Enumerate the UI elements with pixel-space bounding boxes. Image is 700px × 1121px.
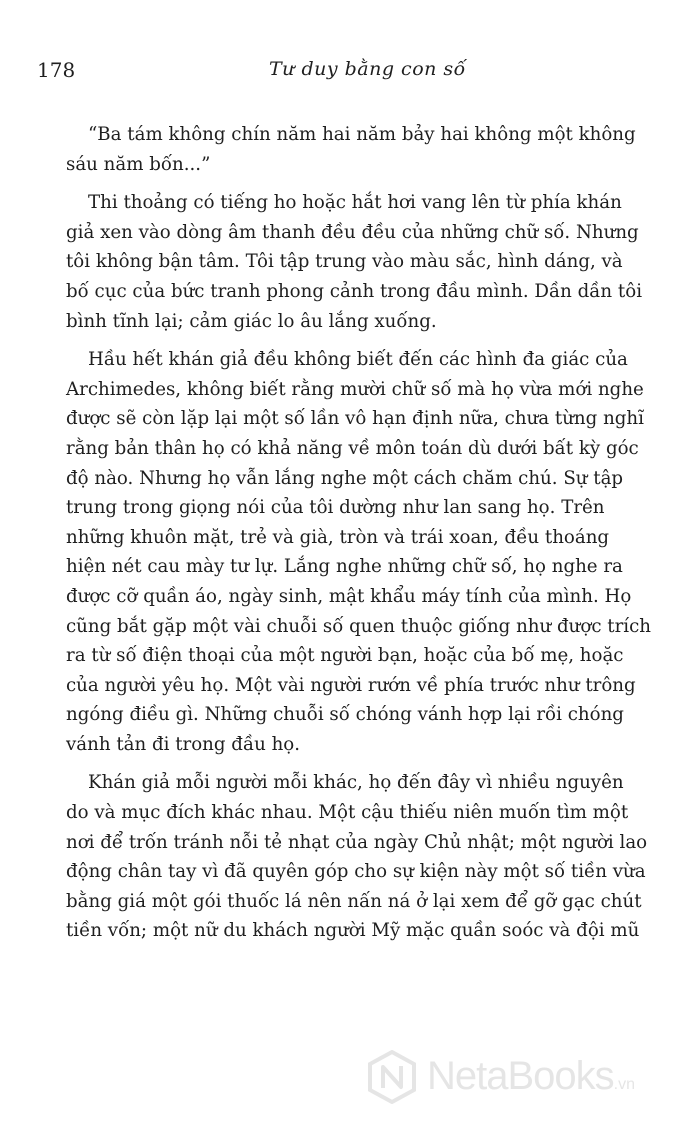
- text-line: trung trong giọng nói của tôi dường như lan sang họ. Trên: [66, 497, 605, 519]
- watermark-text: [427, 1054, 635, 1099]
- netabooks-logo-icon: [365, 1050, 419, 1104]
- watermark-domain: .vn: [613, 1076, 636, 1093]
- text-line: vánh tản đi trong đầu họ.: [66, 733, 301, 755]
- text-line: hiện nét cau mày tư lự. Lắng nghe những chữ số, họ nghe ra: [66, 556, 623, 578]
- text-line: bố cục của bức tranh phong cảnh trong đầu mình. Dần dần tôi: [66, 280, 643, 302]
- text-line: cũng bắt gặp một vài chuỗi số quen thuộc giống như được trích: [66, 615, 652, 637]
- paragraph-3: [66, 345, 650, 759]
- text-line: do và mục đích khác nhau. Một cậu thiếu niên muốn tìm một: [66, 802, 629, 824]
- text-line: bình tĩnh lại; cảm giác lo âu lắng xuống.: [66, 310, 437, 332]
- text-line: của người yêu họ. Một vài người rướn về phía trước như trông: [66, 674, 636, 696]
- text-line: những khuôn mặt, trẻ và già, tròn và trái xoan, đều thoáng: [66, 526, 610, 548]
- text-line: sáu năm bốn...”: [66, 153, 211, 175]
- watermark-brand: NetaBooks: [427, 1054, 614, 1098]
- text-line: rằng bản thân họ có khả năng về môn toán dù dưới bất kỳ góc: [66, 437, 639, 459]
- page-header: [37, 58, 650, 88]
- body-text: [66, 120, 650, 946]
- text-line: bằng giá một gói thuốc lá nên nấn ná ở lại xem để gỡ gạc chút: [66, 890, 642, 912]
- text-line: giả xen vào dòng âm thanh đều đều của những chữ số. Nhưng: [66, 221, 639, 243]
- text-line: độ nào. Nhưng họ vẫn lắng nghe một cách chăm chú. Sự tập: [66, 467, 624, 489]
- paragraph-2: [66, 188, 650, 336]
- text-line: ngóng điều gì. Những chuỗi số chóng vánh hợp lại rồi chóng: [66, 704, 624, 726]
- text-line: động chân tay vì đã quyên góp cho sự kiện này một số tiền vừa: [66, 861, 646, 883]
- text-line: được cỡ quần áo, ngày sinh, mật khẩu máy tính của mình. Họ: [66, 585, 632, 607]
- text-line: Khán giả mỗi người mỗi khác, họ đến đây vì nhiều nguyên: [88, 772, 624, 794]
- text-line: tiền vốn; một nữ du khách người Mỹ mặc quần soóc và đội mũ: [66, 920, 640, 942]
- paragraph-1: [66, 120, 650, 179]
- page-number: 178: [37, 58, 76, 82]
- text-line: tôi không bận tâm. Tôi tập trung vào màu sắc, hình dáng, và: [66, 251, 623, 273]
- text-line: Hầu hết khán giả đều không biết đến các hình đa giác của: [88, 349, 628, 371]
- text-line: ra từ số điện thoại của một người bạn, hoặc của bố mẹ, hoặc: [66, 645, 624, 667]
- text-line: nơi để trốn tránh nỗi tẻ nhạt của ngày Chủ nhật; một người lao: [66, 831, 648, 853]
- text-line: Thi thoảng có tiếng ho hoặc hắt hơi vang lên từ phía khán: [88, 192, 622, 214]
- running-title: Tư duy bằng con số: [269, 58, 466, 80]
- text-line: “Ba tám không chín năm hai năm bảy hai không một không: [88, 124, 636, 145]
- paragraph-4: [66, 768, 650, 946]
- text-line: được sẽ còn lặp lại một số lần vô hạn định nữa, chưa từng nghĩ: [66, 408, 644, 430]
- text-line: Archimedes, không biết rằng mười chữ số mà họ vừa mới nghe: [66, 378, 644, 400]
- watermark: [365, 1048, 685, 1108]
